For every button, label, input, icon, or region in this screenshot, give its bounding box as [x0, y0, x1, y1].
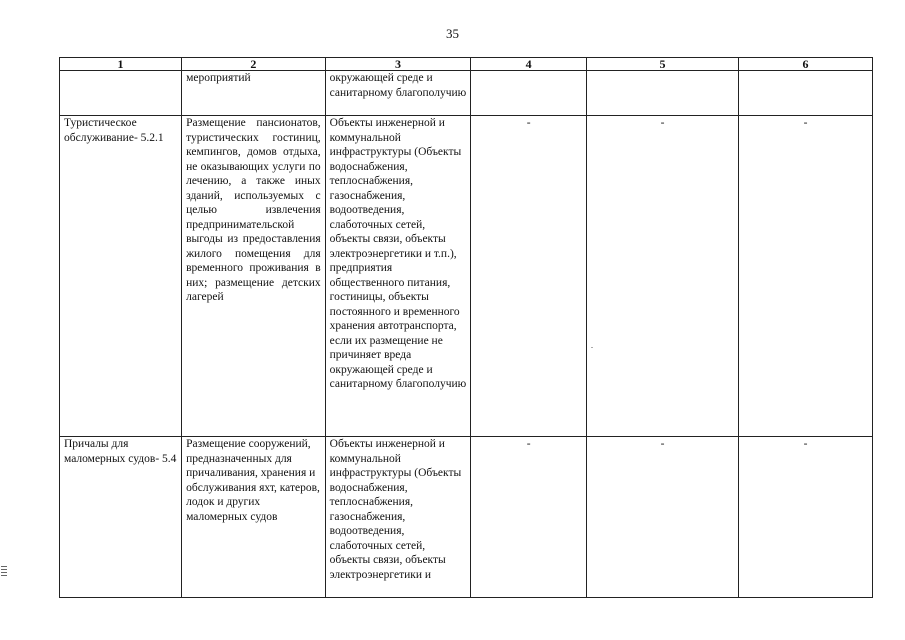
- column-header-5: 5: [586, 58, 738, 71]
- cell-col4: [471, 71, 587, 116]
- margin-mark: [1, 575, 7, 576]
- scan-speck: [591, 347, 593, 348]
- cell-auxiliary-uses: окружающей среде и санитарному благополучию: [325, 71, 471, 116]
- column-header-3: 3: [325, 58, 471, 71]
- margin-mark: [1, 566, 7, 567]
- cell-use-type: Причалы для маломерных судов- 5.4: [60, 437, 182, 598]
- cell-auxiliary-uses: Объекты инженерной и коммунальной инфраструктуры (Объекты водоснабжения, теплоснабжения, газоснабжения, водоотведения, слаботочных сетей, объекты связи, объекты электроэнергетики и: [325, 437, 471, 598]
- cell-use-type: Туристическое обслуживание- 5.2.1: [60, 116, 182, 437]
- cell-col6: -: [739, 116, 873, 437]
- column-header-4: 4: [471, 58, 587, 71]
- land-use-table: [59, 57, 873, 598]
- cell-use-type: [60, 71, 182, 116]
- cell-col6: -: [739, 437, 873, 598]
- table-row: [60, 437, 873, 598]
- cell-col5: [586, 71, 738, 116]
- cell-col5: -: [586, 437, 738, 598]
- page-number: 35: [446, 26, 459, 41]
- column-header-6: 6: [739, 58, 873, 71]
- cell-description: Размещение сооружений, предназначенных для причаливания, хранения и обслуживания яхт, катеров, лодок и других маломерных судов: [182, 437, 326, 598]
- table-row: [60, 116, 873, 437]
- cell-col5: -: [586, 116, 738, 437]
- cell-col4: -: [471, 437, 587, 598]
- cell-col6: [739, 71, 873, 116]
- table-row: [60, 71, 873, 116]
- cell-description: Размещение пансионатов, туристических гостиниц, кемпингов, домов отдыха, не оказывающих услуги по лечению, а также иных зданий, используемых с целью извлечения предпринимательской выгоды из предоставления жилого помещения для временного проживания в них; размещение детских лагерей: [182, 116, 326, 437]
- cell-description: мероприятий: [182, 71, 326, 116]
- cell-col4: -: [471, 116, 587, 437]
- table-header-row: [60, 58, 873, 71]
- column-header-2: 2: [182, 58, 326, 71]
- cell-auxiliary-uses: Объекты инженерной и коммунальной инфраструктуры (Объекты водоснабжения, теплоснабжения, газоснабжения, водоотведения, слаботочных сетей, объекты связи, объекты электроэнергетики и т.п.), предприятия общественного питания, гостиницы, объекты постоянного и временного хранения автотранспорта, если их размещение не причиняет вреда окружающей среде и санитарному благополучию: [325, 116, 471, 437]
- margin-mark: [1, 569, 7, 570]
- column-header-1: 1: [60, 58, 182, 71]
- margin-mark: [1, 572, 7, 573]
